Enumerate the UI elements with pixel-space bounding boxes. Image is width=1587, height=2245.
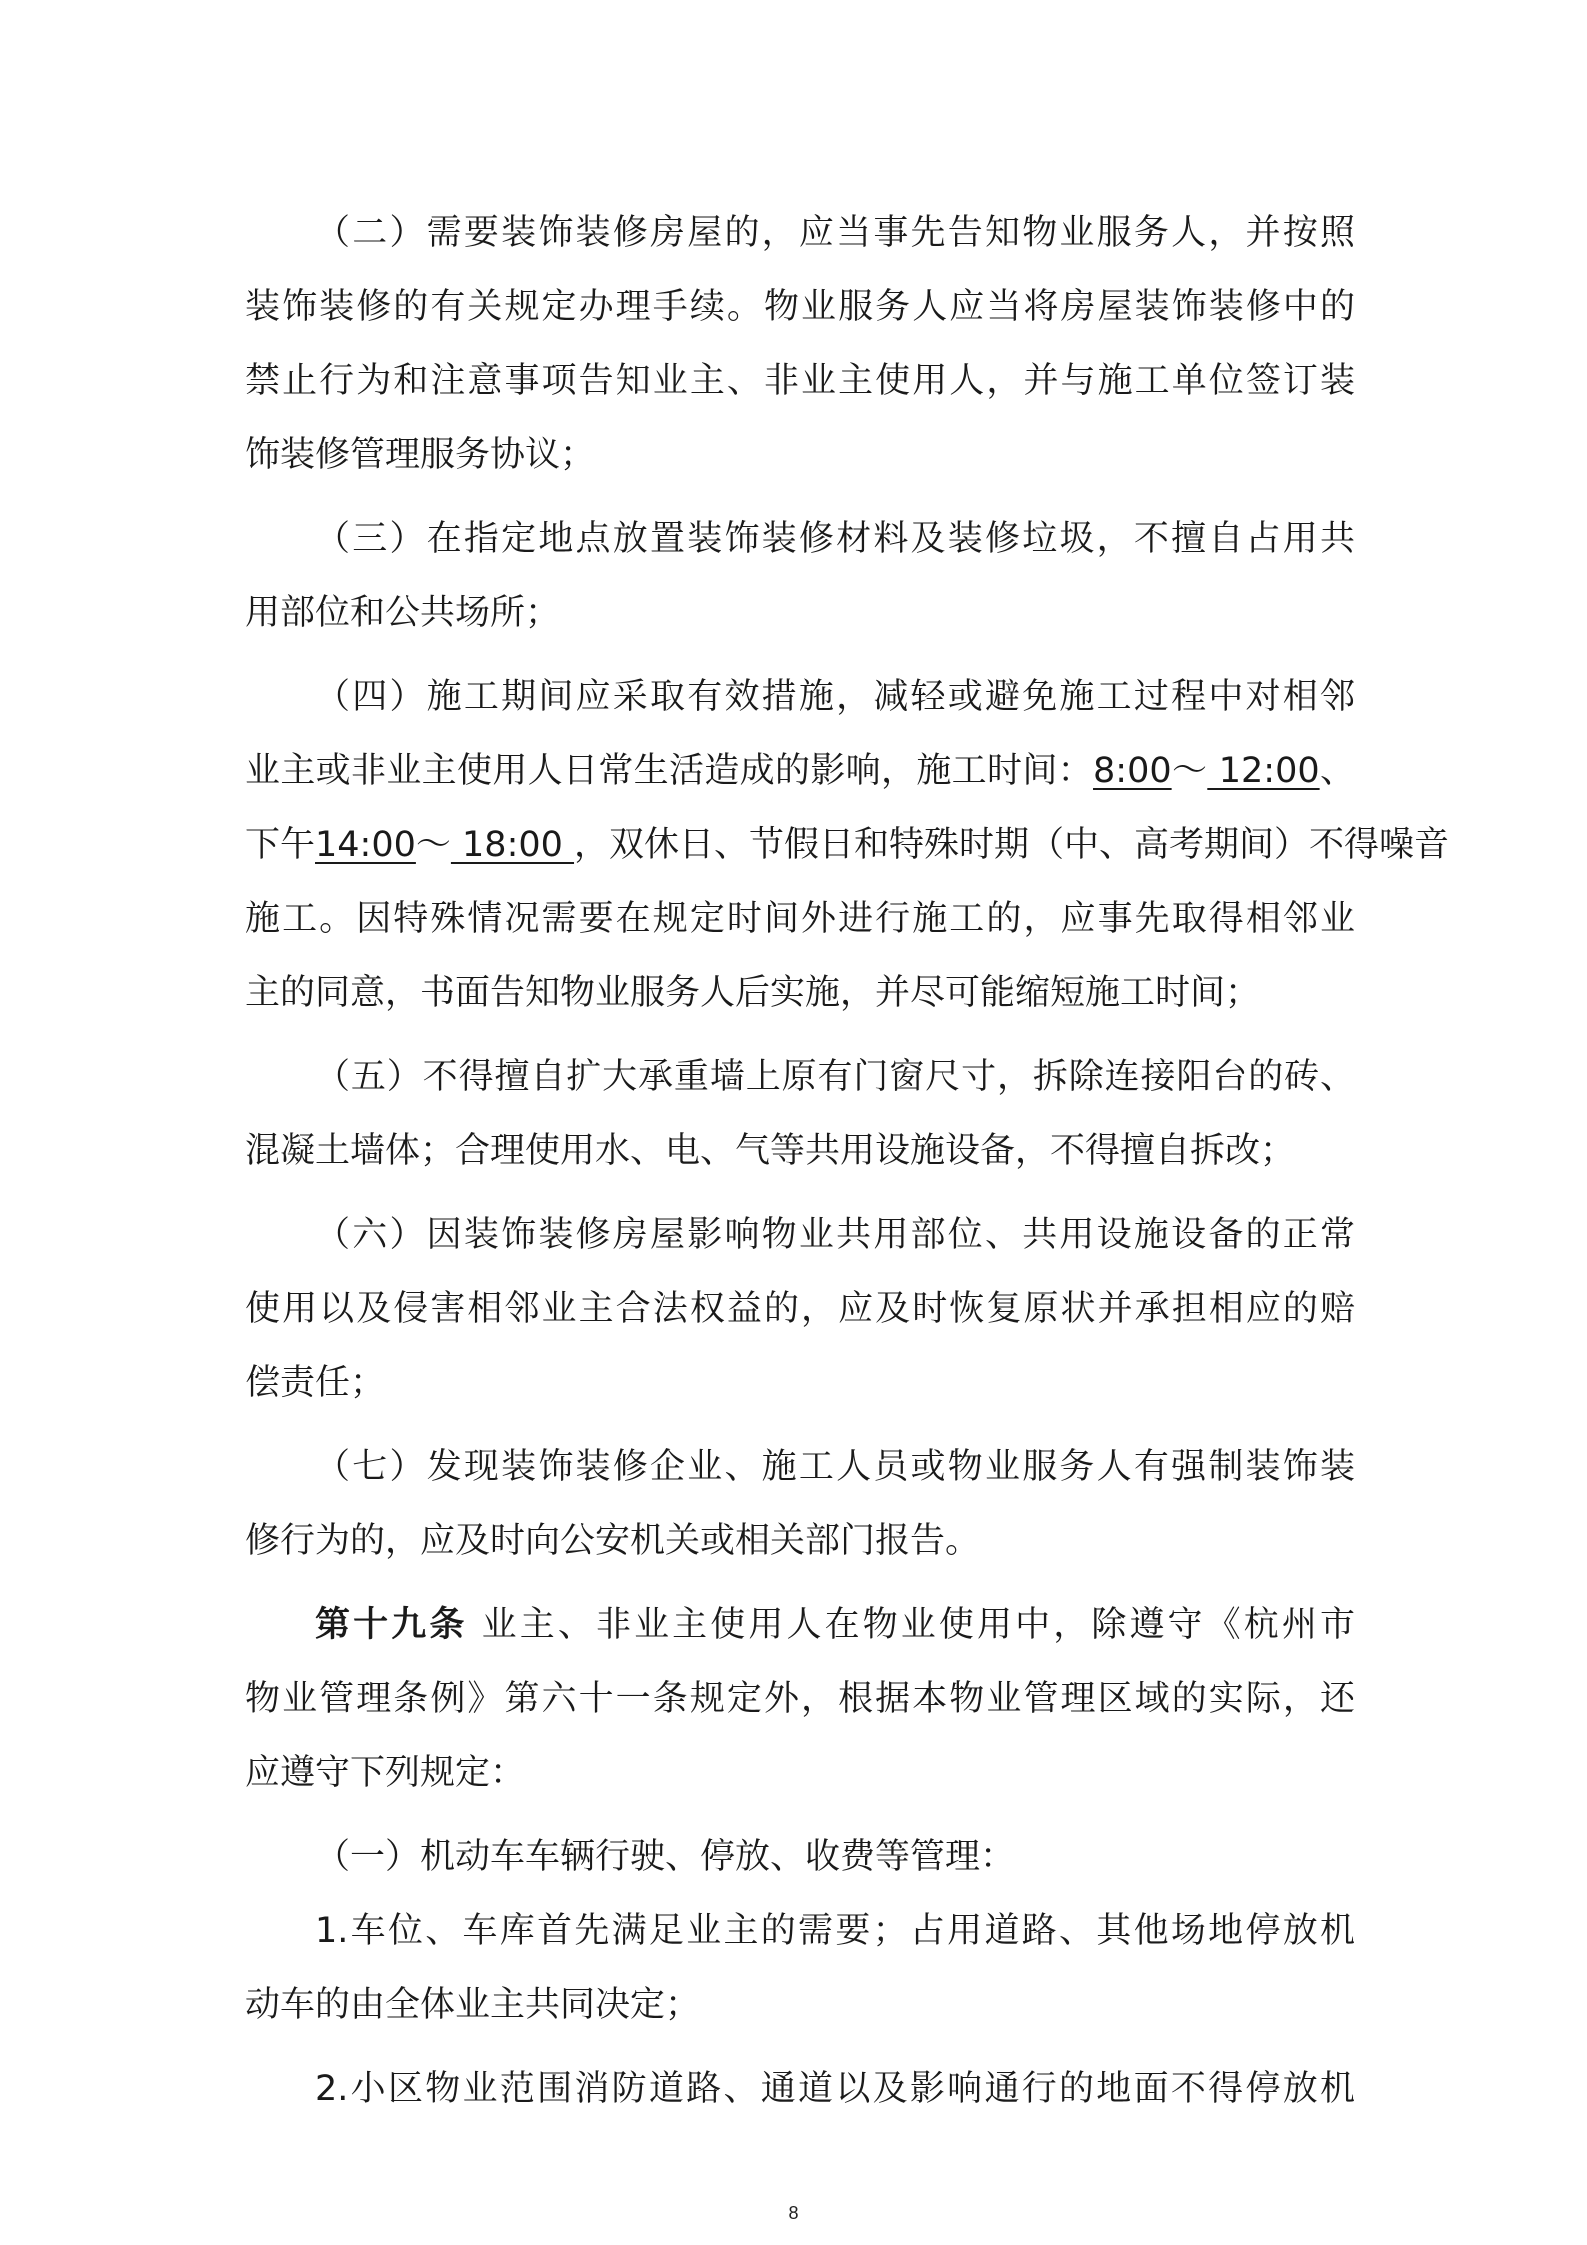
construction-time-end-morning: 12:00 — [1207, 751, 1320, 791]
paragraph-2-line-1: （二）需要装饰装修房屋的，应当事先告知物业服务人，并按照 — [315, 213, 1355, 253]
paragraph-7-line-1: （七）发现装饰装修企业、施工人员或物业服务人有强制装饰装 — [315, 1447, 1355, 1487]
item-1-line-1: （一）机动车车辆行驶、停放、收费等管理： — [315, 1837, 1016, 1877]
paragraph-4-line-1: （四）施工期间应采取有效措施，减轻或避免施工过程中对相邻 — [315, 677, 1355, 717]
paragraph-2-line-4: 饰装修管理服务协议； — [245, 435, 596, 475]
article-19-line-2: 物业管理条例》第六十一条规定外，根据本物业管理区域的实际，还 — [245, 1679, 1355, 1719]
construction-time-start-afternoon: 14:00 — [315, 825, 416, 865]
paragraph-4-line-2-end: 、 — [1319, 751, 1355, 791]
article-19-line-3: 应遵守下列规定： — [245, 1753, 526, 1793]
construction-time-end-afternoon: 18:00 — [450, 825, 575, 865]
paragraph-5-line-1: （五）不得擅自扩大承重墙上原有门窗尺寸，拆除连接阳台的砖、 — [315, 1057, 1355, 1097]
construction-time-start-morning: 8:00 — [1093, 751, 1172, 791]
subitem-1-line-1: 1.车位、车库首先满足业主的需要；占用道路、其他场地停放机 — [315, 1911, 1355, 1951]
body-text — [245, 196, 1450, 2126]
tilde-2: ～ — [415, 825, 451, 865]
paragraph-2-line-2: 装饰装修的有关规定办理手续。物业服务人应当将房屋装饰装修中的 — [245, 287, 1355, 327]
paragraph-5-line-2: 混凝土墙体；合理使用水、电、气等共用设施设备，不得擅自拆改； — [245, 1131, 1296, 1171]
paragraph-4-line-3 — [245, 808, 1450, 882]
tilde-1: ～ — [1171, 751, 1208, 791]
paragraph-2-line-3: 禁止行为和注意事项告知业主、非业主使用人，并与施工单位签订装 — [245, 361, 1355, 401]
paragraph-6-line-3: 偿责任； — [245, 1363, 386, 1403]
paragraph-6-line-1: （六）因装饰装修房屋影响物业共用部位、共用设施设备的正常 — [315, 1215, 1355, 1255]
subitem-2-line-1: 2.小区物业范围消防道路、通道以及影响通行的地面不得停放机 — [315, 2069, 1355, 2109]
paragraph-4-line-4: 施工。因特殊情况需要在规定时间外进行施工的，应事先取得相邻业 — [245, 899, 1355, 939]
page-number: 8 — [788, 2203, 799, 2223]
article-19-line-1 — [245, 1588, 1355, 1662]
article-19-heading: 第十九条 — [315, 1605, 468, 1645]
paragraph-4-line-3-text: 下午 — [245, 825, 316, 865]
paragraph-7-line-2: 修行为的，应及时向公安机关或相关部门报告。 — [245, 1521, 981, 1561]
paragraph-3-line-2: 用部位和公共场所； — [245, 593, 561, 633]
paragraph-4-line-2-text: 业主或非业主使用人日常生活造成的影响，施工时间： — [245, 751, 1094, 791]
article-19-line-1-text: 业主、非业主使用人在物业使用中，除遵守《杭州市 — [467, 1605, 1355, 1645]
subitem-1-line-2: 动车的由全体业主共同决定； — [245, 1985, 701, 2025]
paragraph-4-line-5: 主的同意，书面告知物业服务人后实施，并尽可能缩短施工时间； — [245, 973, 1261, 1013]
paragraph-3-line-1: （三）在指定地点放置装饰装修材料及装修垃圾，不擅自占用共 — [315, 519, 1355, 559]
paragraph-4-line-3-end: ，双休日、节假日和特殊时期（中、高考期间）不得噪音 — [574, 825, 1450, 865]
paragraph-6-line-2: 使用以及侵害相邻业主合法权益的，应及时恢复原状并承担相应的赔 — [245, 1289, 1355, 1329]
paragraph-4-line-2 — [245, 734, 1355, 808]
